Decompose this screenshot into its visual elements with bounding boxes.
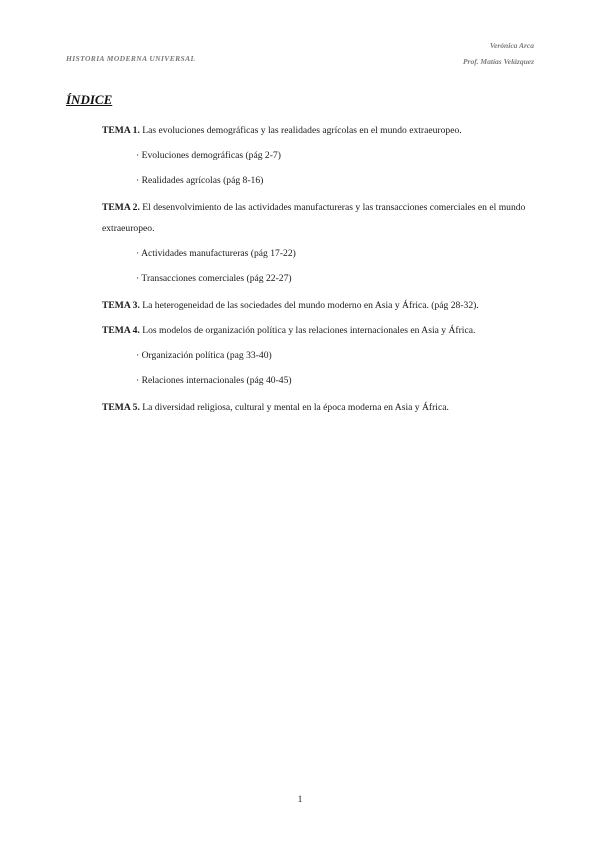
tema-heading: [102, 197, 536, 239]
subitem: · Actividades manufactureras (pág 17-22): [136, 248, 296, 259]
tema-heading: [102, 397, 536, 418]
subitem: · Realidades agrícolas (pág 8-16): [136, 175, 264, 186]
subitem: · Transacciones comerciales (pág 22-27): [136, 273, 292, 284]
header-course-title: HISTORIA MODERNA UNIVERSAL: [66, 54, 196, 63]
tema-heading: [102, 320, 536, 341]
tema-subitems: [136, 241, 536, 291]
tema-5: [102, 397, 536, 418]
tema-2: [102, 197, 536, 291]
header-author-block: [463, 38, 534, 70]
tema-text: Las evoluciones demográficas y las realidades agrícolas en el mundo extraeuropeo.: [142, 125, 462, 136]
header-professor-name: Prof. Matías Velázquez: [462, 57, 534, 66]
header-author-name: Verónica Arca: [489, 41, 534, 50]
tema-number: TEMA 3.: [102, 300, 140, 311]
tema-number: TEMA 4.: [102, 325, 140, 336]
subitem: · Evoluciones demográficas (pág 2-7): [136, 150, 281, 161]
tema-heading: [102, 120, 536, 141]
index-title: ÍNDICE: [66, 92, 113, 107]
page-number: 1: [297, 795, 303, 805]
tema-text: El desenvolvimiento de las actividades manufactureras y las transacciones comerciales en el mundo extraeuropeo.: [102, 202, 526, 234]
tema-number: TEMA 5.: [102, 402, 140, 413]
tema-4: [102, 320, 536, 393]
subitem: · Organización política (pag 33-40): [136, 350, 272, 361]
tema-text: La diversidad religiosa, cultural y mental en la época moderna en Asia y África.: [142, 402, 449, 413]
tema-number: TEMA 1.: [102, 125, 140, 136]
tema-number: TEMA 2.: [102, 202, 140, 213]
tema-text: Los modelos de organización política y las relaciones internacionales en Asia y África.: [142, 325, 476, 336]
tema-3: [102, 295, 536, 316]
subitem: · Relaciones internacionales (pág 40-45): [136, 375, 292, 386]
index-body: [102, 120, 536, 422]
tema-heading: [102, 295, 536, 316]
tema-1: [102, 120, 536, 193]
tema-subitems: [136, 143, 536, 193]
tema-text: La heterogeneidad de las sociedades del mundo moderno en Asia y África. (pág 28-32).: [142, 300, 479, 311]
tema-subitems: [136, 343, 536, 393]
